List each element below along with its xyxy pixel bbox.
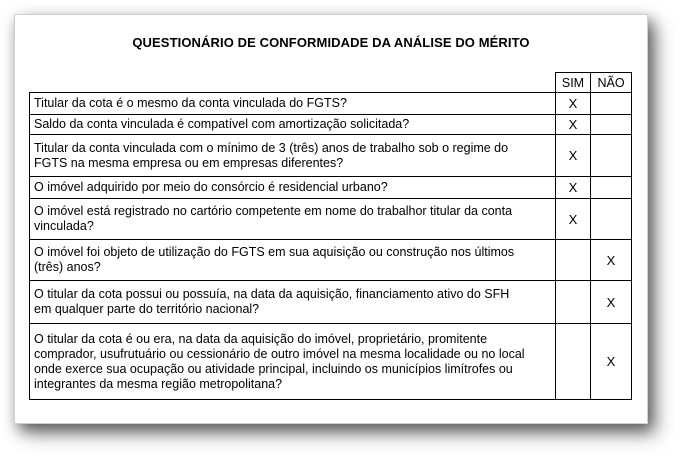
question-text-line: O titular da cota possui ou possuía, na data da aquisição, financiamento ativo do SFH [34,287,510,301]
question-cell [30,93,556,115]
answer-sim-cell [556,240,591,281]
question-cell [30,135,556,177]
answer-sim-cell [556,281,591,324]
question-cell [30,115,556,135]
question-text-line: O imóvel adquirido por meio do consórcio é residencial urbano? [34,180,388,194]
table-row [30,115,632,135]
question-text-line: O titular da cota é ou era, na data da aquisição do imóvel, proprietário, promitente [34,331,488,346]
question-text-line: Titular da cota é o mesmo da conta vinculada do FGTS? [34,96,347,110]
question-text-line: FGTS na mesma empresa ou em empresas diferentes? [34,155,344,170]
table-row [30,177,632,199]
header-blank-cell [30,73,556,93]
table-row [30,281,632,324]
answer-sim-cell: X [556,199,591,240]
answer-nao-cell [591,199,632,240]
answer-sim-cell: X [556,93,591,115]
question-text-line: Saldo da conta vinculada é compatível com amortização solicitada? [34,117,410,131]
answer-nao-cell [591,115,632,135]
question-text-line: em qualquer parte do território nacional? [34,302,260,316]
answer-sim-cell: X [556,135,591,177]
answer-nao-cell [591,177,632,199]
question-text-line: comprador, usufrutuário ou cessionário de outro imóvel na mesma localidade ou no local [34,346,525,361]
question-cell [30,281,556,324]
conformity-questionnaire-table [29,72,632,400]
question-text-line: Titular da conta vinculada com o mínimo de 3 (três) anos de trabalho sob o regime do [34,140,509,155]
document-title: QUESTIONÁRIO DE CONFORMIDADE DA ANÁLISE DO MÉRITO [132,35,530,50]
question-text-line: O imóvel está registrado no cartório competente em nome do trabalhor titular da conta [34,204,513,218]
answer-nao-cell [591,135,632,177]
question-cell [30,240,556,281]
header-nao: NÃO [591,73,632,93]
table-row [30,199,632,240]
answer-sim-cell: X [556,177,591,199]
answer-nao-cell: X [591,240,632,281]
table-header-row [30,73,632,93]
question-text-line: O imóvel foi objeto de utilização do FGTS em sua aquisição ou construção nos últimos [34,245,515,259]
table-row [30,135,632,177]
answer-sim-cell [556,324,591,400]
question-text-line: onde exerce sua ocupação ou atividade principal, incluindo os municípios limítrofes ou [34,361,513,376]
question-text-line: vinculada? [34,219,94,233]
header-sim: SIM [556,73,591,93]
answer-nao-cell: X [591,281,632,324]
question-cell [30,199,556,240]
question-text-line: integrantes da mesma região metropolitana? [34,376,283,391]
table-row [30,324,632,400]
question-text-line: (três) anos? [34,260,101,274]
answer-sim-cell: X [556,115,591,135]
question-cell [30,177,556,199]
answer-nao-cell [591,93,632,115]
answer-nao-cell: X [591,324,632,400]
table-row [30,240,632,281]
document-page [14,14,648,424]
question-cell [30,324,556,400]
table-row [30,93,632,115]
